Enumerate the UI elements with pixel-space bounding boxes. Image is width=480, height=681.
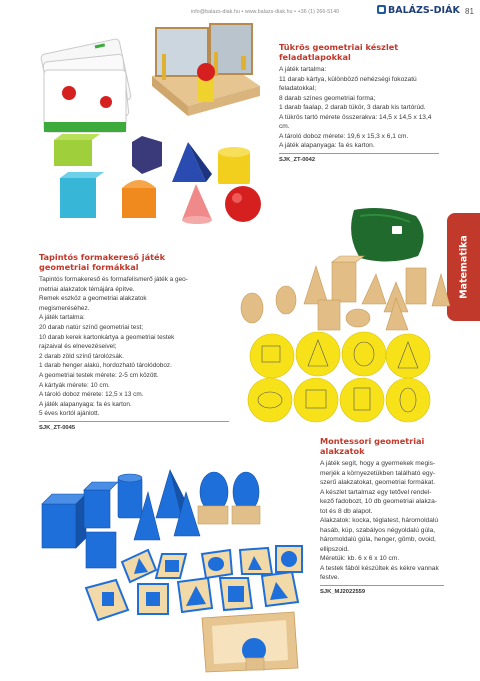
desc-line: 1 darab henger alakú, hordozható tárolódoboz.	[39, 362, 172, 370]
desc-line: A készlet tartalmaz egy tetővel rendel-	[320, 488, 432, 496]
product-code: SJK_ZT-0045	[39, 424, 76, 431]
desc-line: 1 darab faalap, 2 darab tükör, 3 darab kis tartórúd.	[279, 104, 426, 111]
section-tab	[447, 213, 480, 321]
desc-line: Alakzatok: kocka, téglatest, háromoldalú	[320, 517, 439, 524]
desc-line: 8 darab színes geometriai forma;	[279, 94, 376, 102]
desc-line: festve.	[320, 574, 340, 581]
desc-line: A testek fából készültek és kékre vannak	[320, 564, 439, 572]
desc-line: A kártyák mérete: 10 cm.	[39, 381, 110, 389]
desc-line: A tároló doboz mérete: 19,6 x 15,3 x 6,1 cm.	[279, 132, 409, 140]
pattern-boards	[86, 546, 302, 620]
desc-line: cm.	[279, 123, 290, 130]
desc-line: 2 darab zöld színű tárolózsák.	[39, 352, 124, 360]
colored-shapes	[54, 134, 261, 224]
divider	[279, 153, 439, 154]
desc-line: Remek eszköz a geometriai alakzatok	[39, 295, 147, 303]
wooden-solids	[241, 256, 450, 330]
desc-line: A játék tartalma:	[39, 314, 85, 322]
desc-line: szerű alakzatokat, geometriai formákat.	[320, 479, 436, 486]
divider	[39, 421, 229, 422]
desc-line: A játék tartalma:	[279, 66, 327, 73]
desc-line: kező fadobozt, 10 db geometriai alakza-	[320, 498, 437, 505]
green-bag	[351, 208, 423, 262]
desc-line: Méretük: kb. 6 x 6 x 10 cm.	[320, 555, 400, 562]
desc-line: A játék alapanyaga: fa és karton.	[39, 400, 132, 408]
wooden-box	[202, 612, 298, 672]
divider	[320, 585, 444, 586]
desc-line: merjék a környezetükben található egy-	[320, 469, 436, 477]
product-description	[279, 65, 447, 151]
desc-line: háromoldalú gúla, henger, gömb, ovoid,	[320, 536, 436, 543]
desc-line: metriai alakzatok témájára építve.	[39, 285, 135, 293]
desc-line: ellipszoid.	[320, 545, 349, 553]
desc-line: A tükrös tartó mérete összerakva: 14,5 x 14,5 x 13,4	[279, 113, 432, 121]
wooden-bases	[198, 506, 260, 524]
brand-name: BALÁZS-DIÁK	[388, 5, 460, 16]
section-tab-label: Matematika	[458, 235, 469, 299]
desc-line: A tároló doboz mérete: 12,5 x 13 cm.	[39, 391, 144, 399]
product-description	[39, 275, 239, 419]
product-code: SJK_MJ2022559	[320, 588, 366, 595]
desc-line: megismeréséhez.	[39, 304, 90, 312]
desc-line: A játék alapanyaga: fa és karton.	[279, 142, 375, 149]
product-description	[320, 459, 448, 583]
desc-line: 5 éves kortól ajánlott.	[39, 410, 100, 418]
desc-line: A geometriai testek mérete: 2-5 cm között.	[39, 371, 159, 379]
desc-line: feladatokkal;	[279, 85, 317, 92]
desc-line: Tapintós formakereső és formafelismerő játék a geo-	[39, 276, 188, 283]
desc-line: 10 darab kerek kartonkártya a geometriai testek	[39, 333, 175, 341]
desc-line: hasáb, kúp, szabályos négyoldalú gúla,	[320, 526, 436, 534]
task-cards	[40, 38, 131, 132]
product-title: Tükrös geometriai készlet feladatlapokkal	[279, 42, 399, 62]
header-contact: info@balazs-diak.hu • www.balazs-diak.hu • +36 (1) 266-5140	[191, 9, 340, 15]
brand-logo	[377, 5, 460, 16]
logo-icon	[377, 5, 386, 14]
page-number: 81	[465, 7, 474, 16]
tactile-game-image	[236, 196, 450, 424]
desc-line: 20 darab natúr színű geometriai test;	[39, 323, 144, 331]
desc-line: A játék segít, hogy a gyermekek megis-	[320, 460, 436, 467]
product-code: SJK_ZT-0042	[279, 156, 316, 163]
desc-line: 11 darab kártya, különböző nehézségi fokozatú	[279, 75, 417, 83]
product-title: Montessori geometriai alakzatok	[320, 436, 425, 456]
desc-line: rajzaival és elnevezéseivel;	[39, 343, 117, 351]
product-mirror-kit	[279, 42, 447, 163]
product-montessori-shapes	[320, 436, 448, 595]
desc-line: tot és 8 db alapot.	[320, 507, 373, 515]
mirror-stand	[152, 24, 260, 116]
product-tactile-game	[39, 252, 239, 431]
montessori-shapes-image	[36, 462, 308, 675]
product-title: Tapintós formakereső játék geometriai formákkal	[39, 252, 166, 272]
